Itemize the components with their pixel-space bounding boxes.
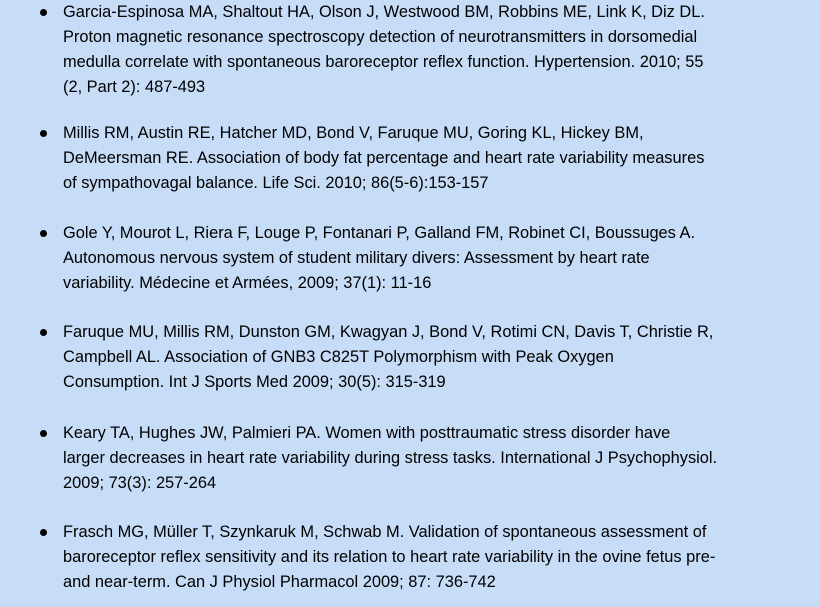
reference-line: variability. Médecine et Armées, 2009; 37(1): 11-16 bbox=[63, 274, 432, 292]
reference-line: Millis RM, Austin RE, Hatcher MD, Bond V, Faruque MU, Goring KL, Hickey BM, bbox=[63, 124, 644, 142]
bullet-icon bbox=[40, 9, 47, 16]
reference-item bbox=[0, 221, 820, 296]
reference-line: (2, Part 2): 487-493 bbox=[63, 78, 206, 96]
reference-item bbox=[0, 121, 820, 196]
reference-line: Proton magnetic resonance spectroscopy detection of neurotransmitters in dorsomedial bbox=[63, 28, 698, 46]
bullet-icon bbox=[40, 430, 47, 437]
reference-text bbox=[63, 320, 814, 395]
reference-line: Keary TA, Hughes JW, Palmieri PA. Women with posttraumatic stress disorder have bbox=[63, 424, 671, 442]
reference-text bbox=[63, 221, 814, 296]
reference-line: 2009; 73(3): 257-264 bbox=[63, 474, 217, 492]
reference-line: and near-term. Can J Physiol Pharmacol 2009; 87: 736-742 bbox=[63, 573, 496, 591]
reference-line: medulla correlate with spontaneous baroreceptor reflex function. Hypertension. 2010; 55 bbox=[63, 53, 704, 71]
reference-line: baroreceptor reflex sensitivity and its relation to heart rate variability in the ovine fetus pre- bbox=[63, 548, 716, 566]
reference-line: Garcia-Espinosa MA, Shaltout HA, Olson J, Westwood BM, Robbins ME, Link K, Diz DL. bbox=[63, 3, 705, 21]
reference-line: Consumption. Int J Sports Med 2009; 30(5): 315-319 bbox=[63, 373, 446, 391]
reference-text bbox=[63, 421, 814, 496]
reference-text bbox=[63, 121, 814, 196]
reference-line: of sympathovagal balance. Life Sci. 2010; 86(5-6):153-157 bbox=[63, 174, 489, 192]
reference-text bbox=[63, 0, 814, 100]
reference-item bbox=[0, 0, 820, 100]
reference-line: larger decreases in heart rate variability during stress tasks. International J Psychophysiol. bbox=[63, 449, 718, 467]
reference-line: Gole Y, Mourot L, Riera F, Louge P, Fontanari P, Galland FM, Robinet CI, Boussuges A. bbox=[63, 224, 696, 242]
reference-line: Faruque MU, Millis RM, Dunston GM, Kwagyan J, Bond V, Rotimi CN, Davis T, Christie R, bbox=[63, 323, 714, 341]
reference-item bbox=[0, 520, 820, 595]
reference-item bbox=[0, 421, 820, 496]
bullet-icon bbox=[40, 329, 47, 336]
reference-line: DeMeersman RE. Association of body fat percentage and heart rate variability measures bbox=[63, 149, 705, 167]
reference-line: Autonomous nervous system of student military divers: Assessment by heart rate bbox=[63, 249, 650, 267]
reference-item bbox=[0, 320, 820, 395]
reference-text bbox=[63, 520, 814, 595]
reference-line: Frasch MG, Müller T, Szynkaruk M, Schwab M. Validation of spontaneous assessment of bbox=[63, 523, 707, 541]
reference-line: Campbell AL. Association of GNB3 C825T Polymorphism with Peak Oxygen bbox=[63, 348, 614, 366]
bullet-icon bbox=[40, 230, 47, 237]
bullet-icon bbox=[40, 529, 47, 536]
bullet-icon bbox=[40, 130, 47, 137]
